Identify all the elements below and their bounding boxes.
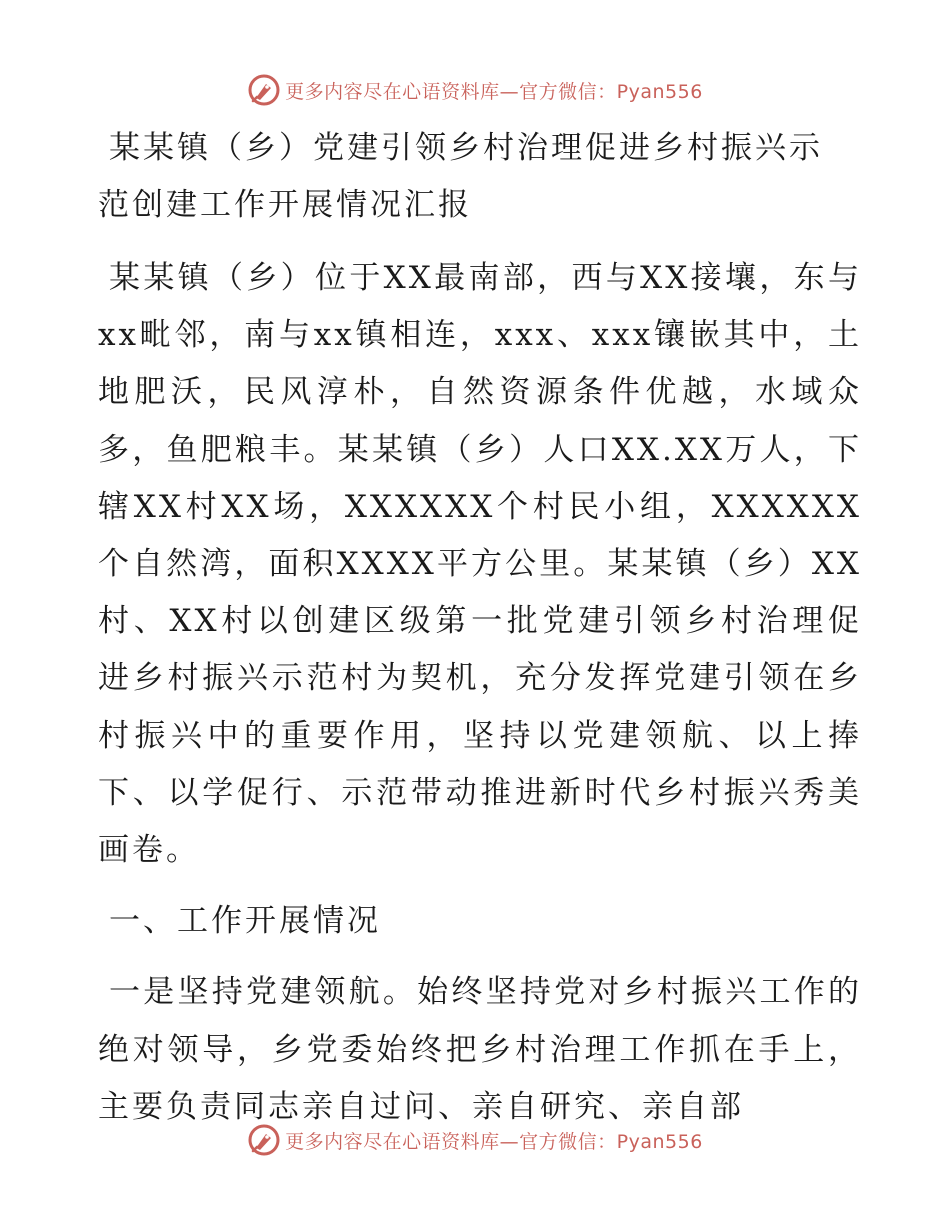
intro-paragraph: 某某镇（乡）位于XX最南部，西与XX接壤，东与xx毗邻，南与xx镇相连，xxx、xxx镶嵌其中，土地肥沃，民风淳朴，自然资源条件优越，水域众多，鱼肥粮丰。某某镇（乡）人口XX.XX万人，下辖XX村XX场，XXXXXX个村民小组，XXXXXX个自然湾，面积XXXX平方公里。某某镇（乡）XX村、XX村以创建区级第一批党建引领乡村治理促进乡村振兴示范村为契机，充分发挥党建引领在乡村振兴中的重要作用，坚持以党建领航、以上捧下、以学促行、示范带动推进新时代乡村振兴秀美画卷。 <box>98 260 862 869</box>
watermark-footer <box>0 1120 950 1160</box>
watermark-header <box>0 70 950 110</box>
section-paragraph: 一是坚持党建领航。始终坚持党对乡村振兴工作的绝对领导，乡党委始终把乡村治理工作抓在手上，主要负责同志亲自过问、亲自研究、亲自部 <box>98 974 862 1125</box>
document-title <box>98 120 862 234</box>
title-line-1: 某某镇（乡）党建引领乡村治理促进乡村振兴示 <box>109 130 823 166</box>
watermark-text: 更多内容尽在心语资料库—官方微信：Pyan556 <box>285 80 703 103</box>
pen-nib-logo-icon <box>247 1123 281 1157</box>
document-body <box>98 120 862 1136</box>
watermark-text: 更多内容尽在心语资料库—官方微信：Pyan556 <box>285 1130 703 1153</box>
title-line-2: 范创建工作开展情况汇报 <box>98 187 472 223</box>
section-heading: 一、工作开展情况 <box>109 903 381 940</box>
pen-nib-logo-icon <box>247 73 281 107</box>
